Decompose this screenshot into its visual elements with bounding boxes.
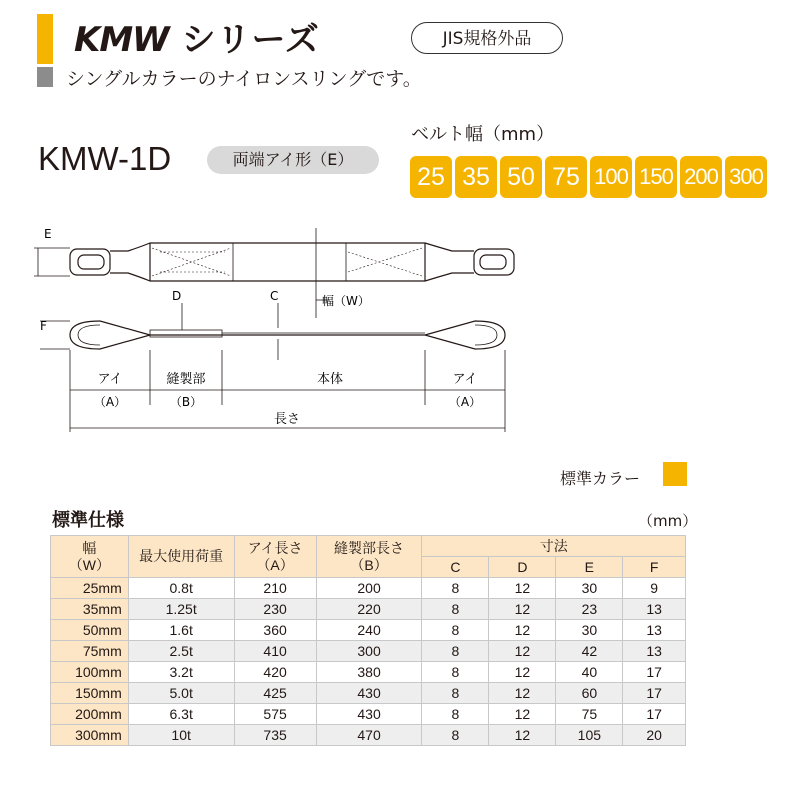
table-row	[51, 725, 686, 746]
table-cell: 100mm	[51, 662, 129, 683]
label-sewn: 縫製部	[166, 372, 206, 387]
table-cell: 75mm	[51, 641, 129, 662]
label-d: D	[172, 289, 182, 303]
table-cell: 9	[623, 578, 686, 599]
belt-width-label: ベルト幅（mm）	[411, 124, 555, 145]
table-cell: 50mm	[51, 620, 129, 641]
header-c: C	[422, 557, 489, 578]
table-row	[51, 683, 686, 704]
table-cell: 13	[623, 620, 686, 641]
table-cell: 35mm	[51, 599, 129, 620]
label-width: 幅（W）	[322, 294, 370, 308]
table-cell: 735	[234, 725, 316, 746]
label-eye-left: アイ	[97, 372, 123, 387]
table-row	[51, 704, 686, 725]
type-badge: 両端アイ形（E）	[207, 146, 379, 174]
header-e: E	[556, 557, 623, 578]
header-eye-length: アイ長さ （A）	[234, 536, 316, 578]
table-cell: 17	[623, 704, 686, 725]
label-e: E	[44, 227, 52, 241]
table-cell: 575	[234, 704, 316, 725]
table-cell: 8	[422, 662, 489, 683]
table-cell: 230	[234, 599, 316, 620]
table-cell: 150mm	[51, 683, 129, 704]
table-cell: 2.5t	[128, 641, 234, 662]
belt-width-box: 150	[635, 156, 677, 198]
label-eye-left-code: （A）	[93, 395, 127, 409]
belt-width-box: 75	[545, 156, 587, 198]
header-d: D	[489, 557, 556, 578]
table-cell: 42	[556, 641, 623, 662]
table-cell: 105	[556, 725, 623, 746]
table-cell: 3.2t	[128, 662, 234, 683]
table-cell: 30	[556, 620, 623, 641]
spec-table	[50, 535, 686, 746]
table-cell: 12	[489, 641, 556, 662]
label-body: 本体	[316, 372, 344, 387]
table-row	[51, 578, 686, 599]
table-cell: 60	[556, 683, 623, 704]
subtitle: シングルカラーのナイロンスリングです。	[66, 68, 422, 90]
table-cell: 13	[623, 641, 686, 662]
table-cell: 17	[623, 683, 686, 704]
table-cell: 1.25t	[128, 599, 234, 620]
table-cell: 12	[489, 683, 556, 704]
belt-width-box: 35	[455, 156, 497, 198]
label-eye-right: アイ	[452, 372, 478, 387]
table-cell: 8	[422, 704, 489, 725]
table-cell: 380	[316, 662, 422, 683]
belt-width-box: 100	[590, 156, 632, 198]
belt-width-box: 300	[725, 156, 767, 198]
table-cell: 12	[489, 725, 556, 746]
belt-width-box: 50	[500, 156, 542, 198]
table-cell: 13	[623, 599, 686, 620]
table-cell: 8	[422, 620, 489, 641]
table-cell: 12	[489, 620, 556, 641]
table-cell: 200	[316, 578, 422, 599]
header-width: 幅 （W）	[51, 536, 129, 578]
table-cell: 300mm	[51, 725, 129, 746]
table-cell: 220	[316, 599, 422, 620]
table-cell: 6.3t	[128, 704, 234, 725]
spec-title: 標準仕様	[52, 510, 124, 531]
table-cell: 8	[422, 683, 489, 704]
table-cell: 20	[623, 725, 686, 746]
table-cell: 240	[316, 620, 422, 641]
spec-table-body	[51, 578, 686, 746]
series-logo: KMW	[74, 20, 169, 60]
table-row	[51, 599, 686, 620]
table-cell: 300	[316, 641, 422, 662]
header-f: F	[623, 557, 686, 578]
table-cell: 12	[489, 704, 556, 725]
table-cell: 200mm	[51, 704, 129, 725]
table-cell: 1.6t	[128, 620, 234, 641]
table-cell: 210	[234, 578, 316, 599]
label-length: 長さ	[273, 412, 301, 427]
table-cell: 8	[422, 725, 489, 746]
table-cell: 470	[316, 725, 422, 746]
table-cell: 10t	[128, 725, 234, 746]
table-cell: 75	[556, 704, 623, 725]
table-cell: 30	[556, 578, 623, 599]
table-row	[51, 662, 686, 683]
table-cell: 430	[316, 704, 422, 725]
spec-unit: （mm）	[638, 512, 698, 530]
belt-width-box: 200	[680, 156, 722, 198]
header-sewn-length: 縫製部長さ （B）	[316, 536, 422, 578]
table-cell: 12	[489, 578, 556, 599]
standard-color-label: 標準カラー	[560, 469, 641, 488]
table-cell: 40	[556, 662, 623, 683]
label-eye-right-code: （A）	[448, 395, 482, 409]
table-cell: 25mm	[51, 578, 129, 599]
table-cell: 8	[422, 599, 489, 620]
table-cell: 12	[489, 662, 556, 683]
jis-badge: JIS規格外品	[411, 22, 563, 54]
table-cell: 8	[422, 578, 489, 599]
table-cell: 0.8t	[128, 578, 234, 599]
model-name: KMW-1D	[38, 140, 172, 177]
standard-color-swatch	[663, 462, 687, 486]
table-cell: 8	[422, 641, 489, 662]
series-suffix: シリーズ	[181, 20, 320, 60]
table-cell: 420	[234, 662, 316, 683]
table-row	[51, 641, 686, 662]
header-dimensions: 寸法	[422, 536, 686, 557]
table-cell: 425	[234, 683, 316, 704]
table-row	[51, 620, 686, 641]
label-c: C	[270, 289, 279, 303]
belt-width-box: 25	[410, 156, 452, 198]
label-sewn-code: （B）	[169, 395, 203, 409]
table-cell: 410	[234, 641, 316, 662]
table-cell: 360	[234, 620, 316, 641]
table-cell: 17	[623, 662, 686, 683]
header-max-load: 最大使用荷重	[128, 536, 234, 578]
label-f: F	[40, 319, 47, 333]
table-cell: 12	[489, 599, 556, 620]
table-cell: 5.0t	[128, 683, 234, 704]
table-cell: 430	[316, 683, 422, 704]
table-cell: 23	[556, 599, 623, 620]
